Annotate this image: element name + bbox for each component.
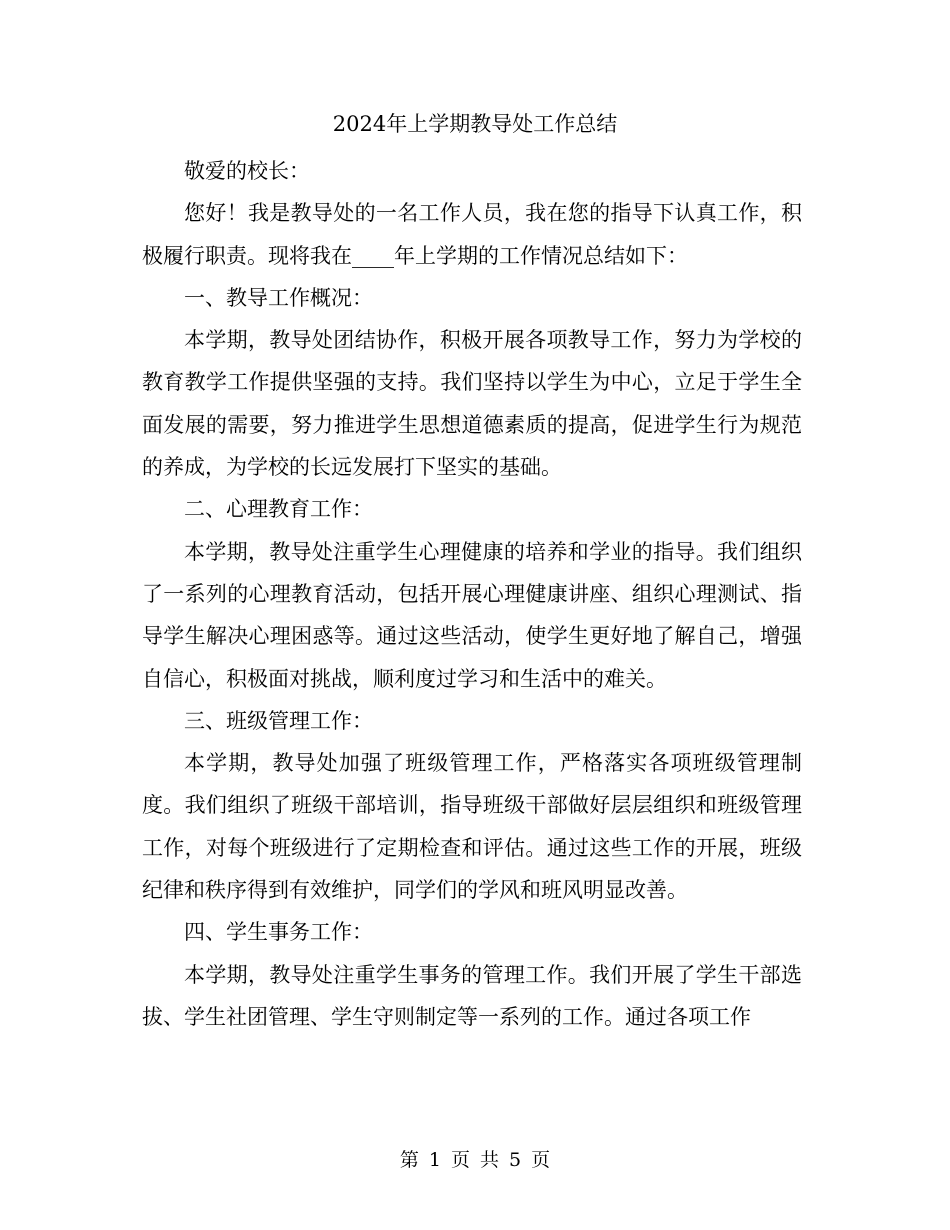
- salutation: 敬爱的校长：: [184, 159, 310, 183]
- section-heading-2: 二、心理教育工作：: [184, 497, 373, 522]
- section-heading-4: 四、学生事务工作：: [184, 920, 373, 945]
- section-paragraph-4: 本学期，教导处注重学生事务的管理工作。我们开展了学生干部选拔、学生社团管理、学生守则制定等一系列的工作。通过各项工作: [142, 962, 802, 1029]
- intro-paragraph: 您好！我是教导处的一名工作人员，我在您的指导下认真工作，积极履行职责。现将我在____年上学期的工作情况总结如下：: [142, 201, 802, 268]
- section-heading-3: 三、班级管理工作：: [184, 708, 373, 733]
- section-paragraph-3: 本学期，教导处加强了班级管理工作，严格落实各项班级管理制度。我们组织了班级干部培训，指导班级干部做好层层组织和班级管理工作，对每个班级进行了定期检查和评估。通过这些工作的开展，班级纪律和秩序得到有效维护，同学们的学风和班风明显改善。: [142, 751, 802, 903]
- document-title: 2024年上学期教导处工作总结: [332, 112, 618, 136]
- page-number-footer: 第 1 页 共 5 页: [399, 1149, 551, 1171]
- document-body: [142, 150, 802, 1038]
- section-paragraph-1: 本学期，教导处团结协作，积极开展各项教导工作，努力为学校的教育教学工作提供坚强的支持。我们坚持以学生为中心，立足于学生全面发展的需要，努力推进学生思想道德素质的提高，促进学生行为规范的养成，为学校的长远发展打下坚实的基础。: [142, 328, 802, 480]
- section-heading-1: 一、教导工作概况：: [184, 285, 373, 310]
- section-paragraph-2: 本学期，教导处注重学生心理健康的培养和学业的指导。我们组织了一系列的心理教育活动，包括开展心理健康讲座、组织心理测试、指导学生解决心理困惑等。通过这些活动，使学生更好地了解自己，增强自信心，积极面对挑战，顺利度过学习和生活中的难关。: [142, 539, 802, 691]
